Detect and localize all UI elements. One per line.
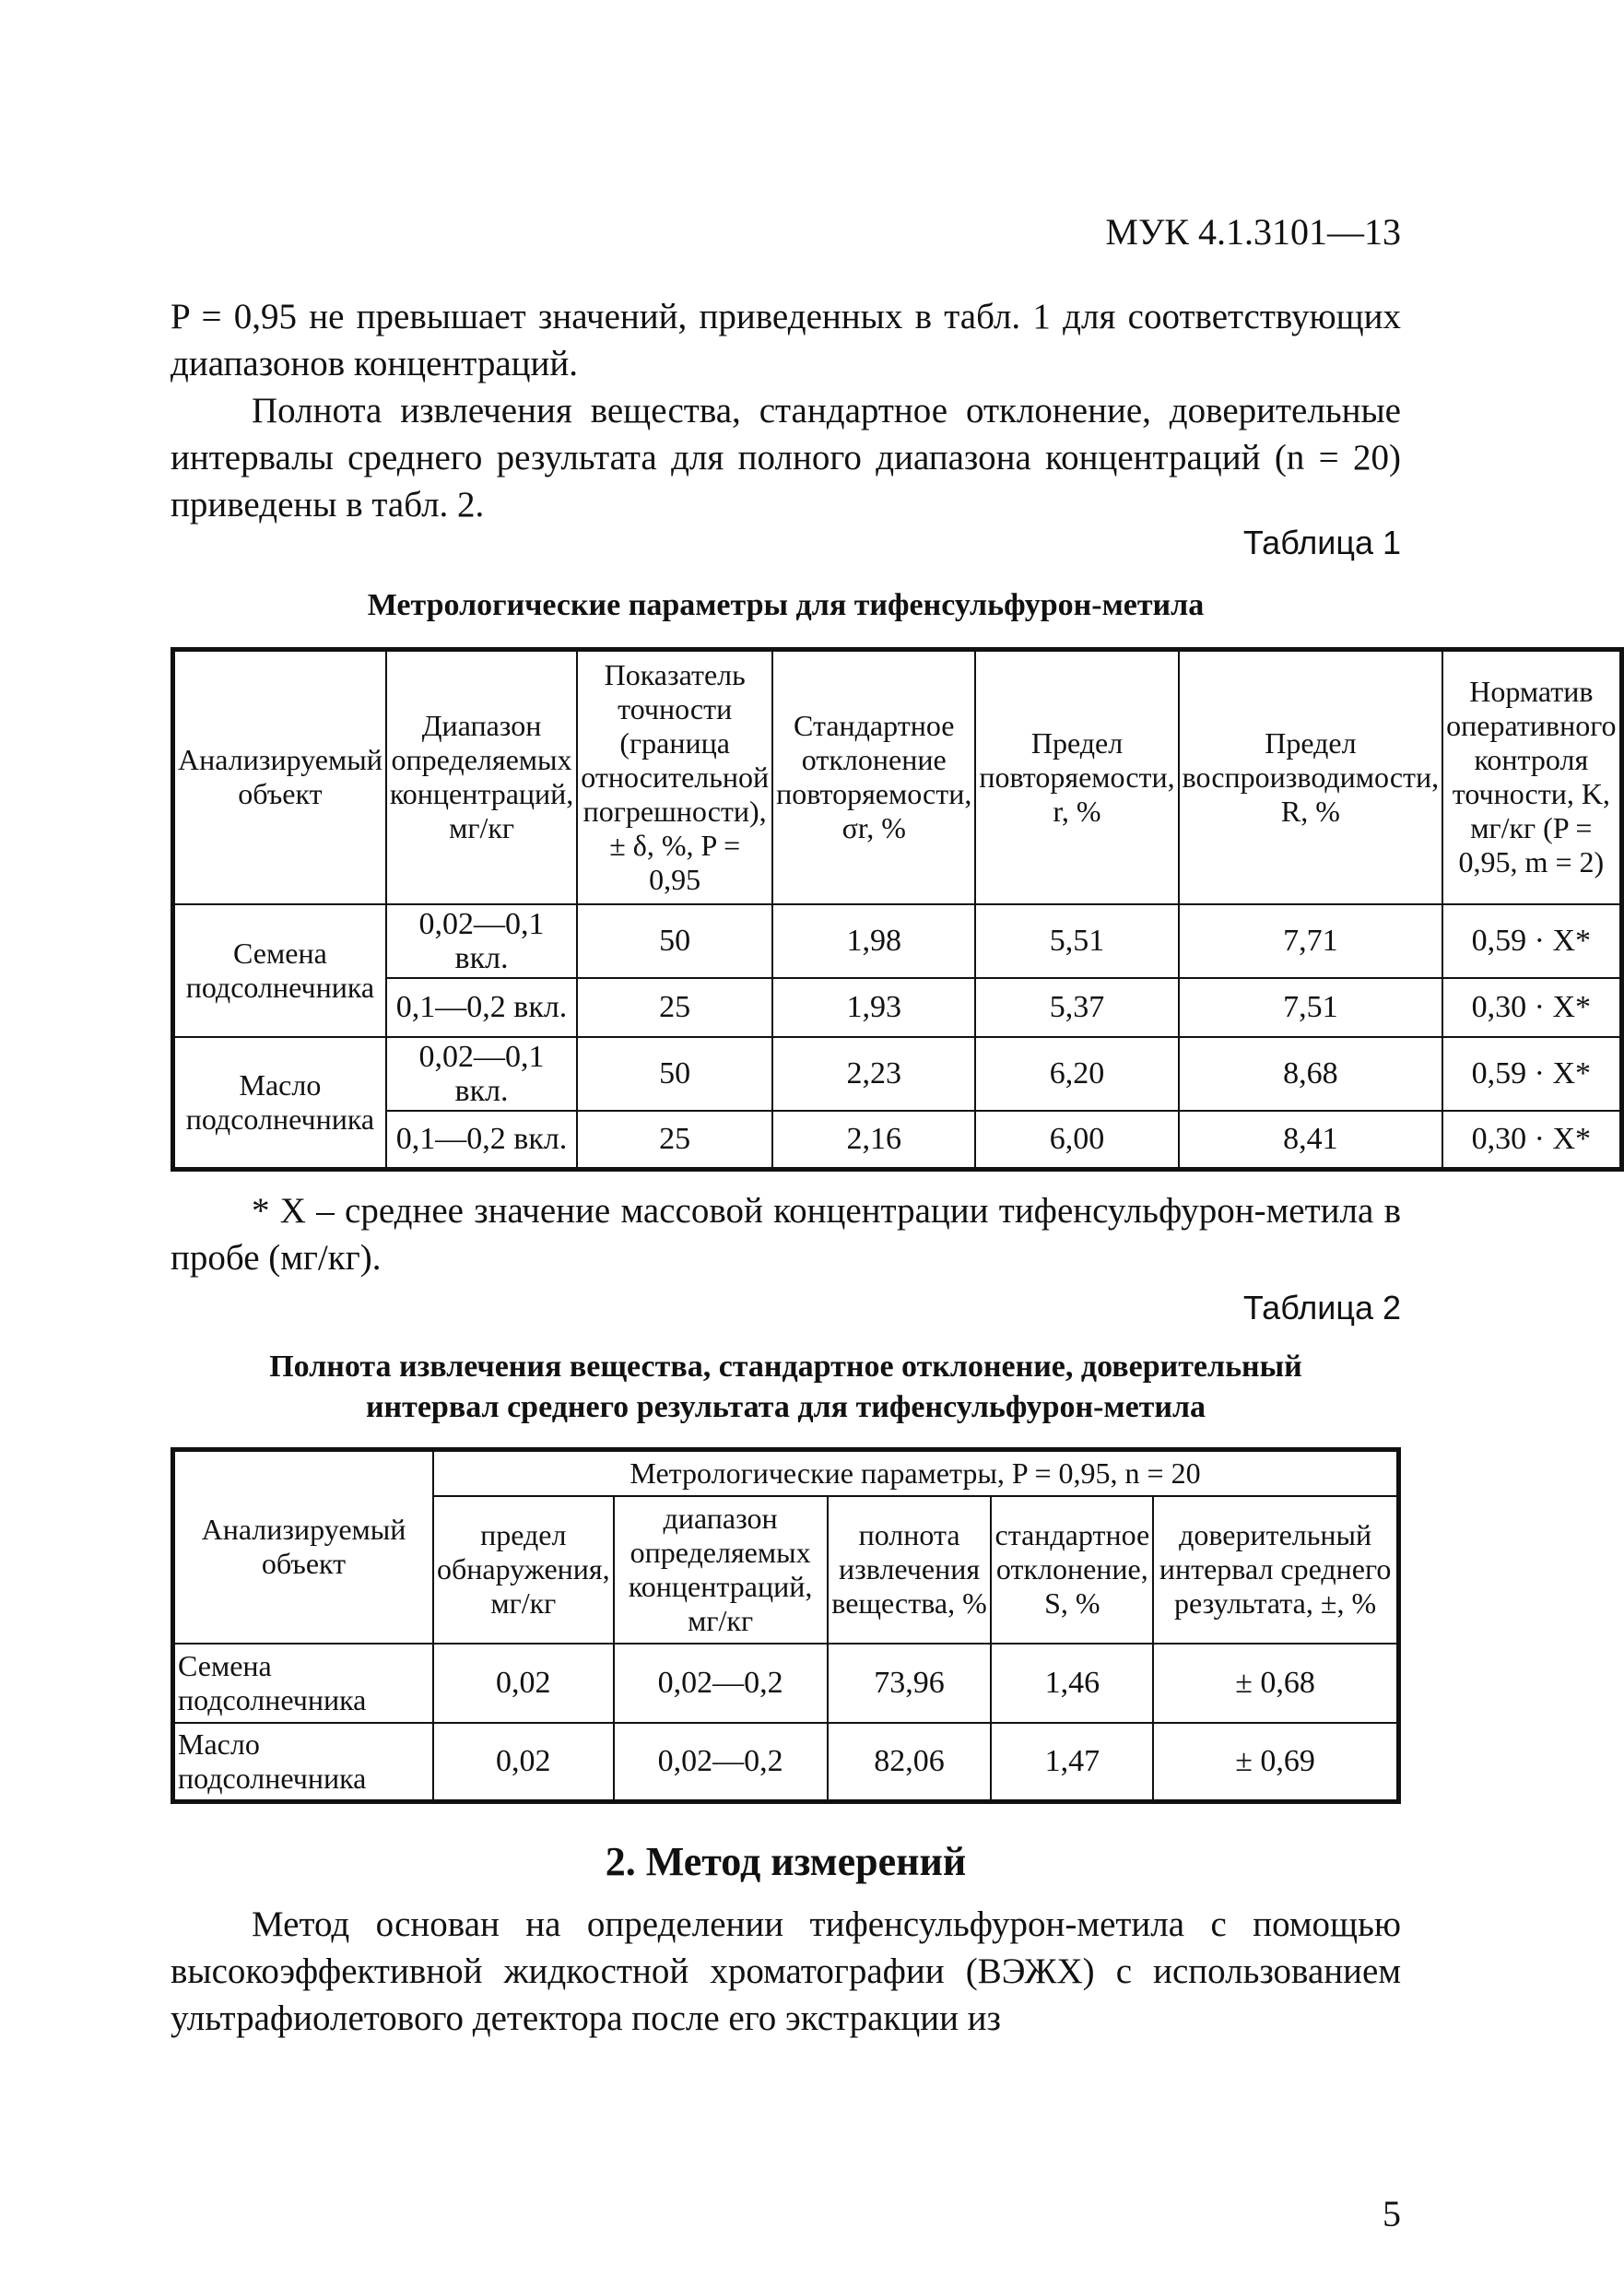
table-row <box>173 1037 1622 1111</box>
r-cell: 6,20 <box>975 1037 1178 1111</box>
ci-cell: ± 0,68 <box>1153 1644 1398 1723</box>
header-cell: Показатель точности (граница относительной погрешности), ± δ, %, P = 0,95 <box>577 650 772 904</box>
r-cell: 6,00 <box>975 1111 1178 1170</box>
header-cell: Диапазон определяемых концентраций, мг/кг <box>386 650 577 904</box>
table-row <box>173 1723 1399 1802</box>
table2-label: Таблица 2 <box>1242 1289 1401 1326</box>
header-cell: Норматив оперативного контроля точности, K, мг/кг (P = 0,95, m = 2) <box>1442 650 1621 904</box>
header-cell: Анализируемый объект <box>173 1450 433 1644</box>
sigma-cell: 2,23 <box>772 1037 975 1111</box>
header-cell: Стандартное отклонение повторяемости, σr, % <box>772 650 975 904</box>
table-header-row <box>173 650 1622 904</box>
table-row <box>173 1644 1399 1723</box>
K-cell: 0,59 · X* <box>1442 1037 1621 1111</box>
header-cell: полнота извлечения вещества, % <box>828 1496 992 1644</box>
range-cell: 0,1—0,2 вкл. <box>386 1111 577 1170</box>
table-row <box>173 978 1622 1037</box>
object-cell: Семена подсолнечника <box>173 904 386 1037</box>
intro-paragraph-2: Полнота извлечения вещества, стандартное отклонение, доверительные интервалы среднего результата для полного диапазона концентраций (n = 20) приведены в табл. 2. <box>171 391 1401 525</box>
header-cell: доверительный интервал среднего результата, ±, % <box>1153 1496 1398 1644</box>
S-cell: 1,46 <box>991 1644 1153 1723</box>
header-cell: предел обнаружения, мг/кг <box>433 1496 614 1644</box>
header-cell: Предел воспроизводимости, R, % <box>1179 650 1443 904</box>
group-header-cell: Метрологические параметры, P = 0,95, n = 20 <box>433 1450 1399 1496</box>
table2-caption-line1: Полнота извлечения вещества, стандартное отклонение, доверительный <box>269 1350 1302 1384</box>
recovery-cell: 73,96 <box>828 1644 992 1723</box>
table1-label: Таблица 1 <box>1242 524 1401 561</box>
range-cell: 0,02—0,2 <box>614 1644 828 1723</box>
r-cell: 5,51 <box>975 904 1178 978</box>
delta-cell: 25 <box>577 1111 772 1170</box>
lod-cell: 0,02 <box>433 1644 614 1723</box>
K-cell: 0,59 · X* <box>1442 904 1621 978</box>
table-row <box>173 1111 1622 1170</box>
header-cell: Предел повторяемости, r, % <box>975 650 1178 904</box>
header-cell: Анализируемый объект <box>173 650 386 904</box>
ci-cell: ± 0,69 <box>1153 1723 1398 1802</box>
object-cell: Масло подсолнечника <box>173 1037 386 1170</box>
section-2-paragraph: Метод основан на определении тифенсульфурон-метила с помощью высокоэффективной жидкостной хроматографии (ВЭЖХ) с использованием ультрафиолетового детектора после его экстракции из <box>171 1904 1401 2038</box>
table-row <box>173 904 1622 978</box>
table2-caption-line2: интервал среднего результата для тифенсульфурон-метила <box>365 1390 1206 1424</box>
lod-cell: 0,02 <box>433 1723 614 1802</box>
R-cell: 8,68 <box>1179 1037 1443 1111</box>
section-2-title: 2. Метод измерений <box>605 1839 967 1884</box>
K-cell: 0,30 · X* <box>1442 978 1621 1037</box>
delta-cell: 50 <box>577 1037 772 1111</box>
table-header-row <box>173 1450 1399 1496</box>
K-cell: 0,30 · X* <box>1442 1111 1621 1170</box>
object-cell: Семена подсолнечника <box>173 1644 433 1723</box>
page-number: 5 <box>1383 2193 1401 2234</box>
range-cell: 0,1—0,2 вкл. <box>386 978 577 1037</box>
sigma-cell: 1,93 <box>772 978 975 1037</box>
range-cell: 0,02—0,2 <box>614 1723 828 1802</box>
R-cell: 7,51 <box>1179 978 1443 1037</box>
header-cell: стандартное отклонение, S, % <box>991 1496 1153 1644</box>
document-code: МУК 4.1.3101—13 <box>1105 211 1401 253</box>
delta-cell: 25 <box>577 978 772 1037</box>
range-cell: 0,02—0,1 вкл. <box>386 1037 577 1111</box>
header-cell: диапазон определяемых концентраций, мг/кг <box>614 1496 828 1644</box>
table1-footnote: * X – среднее значение массовой концентрации тифенсульфурон-метила в пробе (мг/кг). <box>171 1191 1401 1278</box>
r-cell: 5,37 <box>975 978 1178 1037</box>
table1-caption: Метрологические параметры для тифенсульфурон-метила <box>367 588 1205 622</box>
S-cell: 1,47 <box>991 1723 1153 1802</box>
R-cell: 8,41 <box>1179 1111 1443 1170</box>
R-cell: 7,71 <box>1179 904 1443 978</box>
intro-paragraph-1: P = 0,95 не превышает значений, приведенных в табл. 1 для соответствующих диапазонов концентраций. <box>171 297 1401 383</box>
table-1 <box>171 647 1624 1172</box>
delta-cell: 50 <box>577 904 772 978</box>
object-cell: Масло подсолнечника <box>173 1723 433 1802</box>
sigma-cell: 1,98 <box>772 904 975 978</box>
range-cell: 0,02—0,1 вкл. <box>386 904 577 978</box>
table-2 <box>171 1447 1401 1804</box>
recovery-cell: 82,06 <box>828 1723 992 1802</box>
sigma-cell: 2,16 <box>772 1111 975 1170</box>
